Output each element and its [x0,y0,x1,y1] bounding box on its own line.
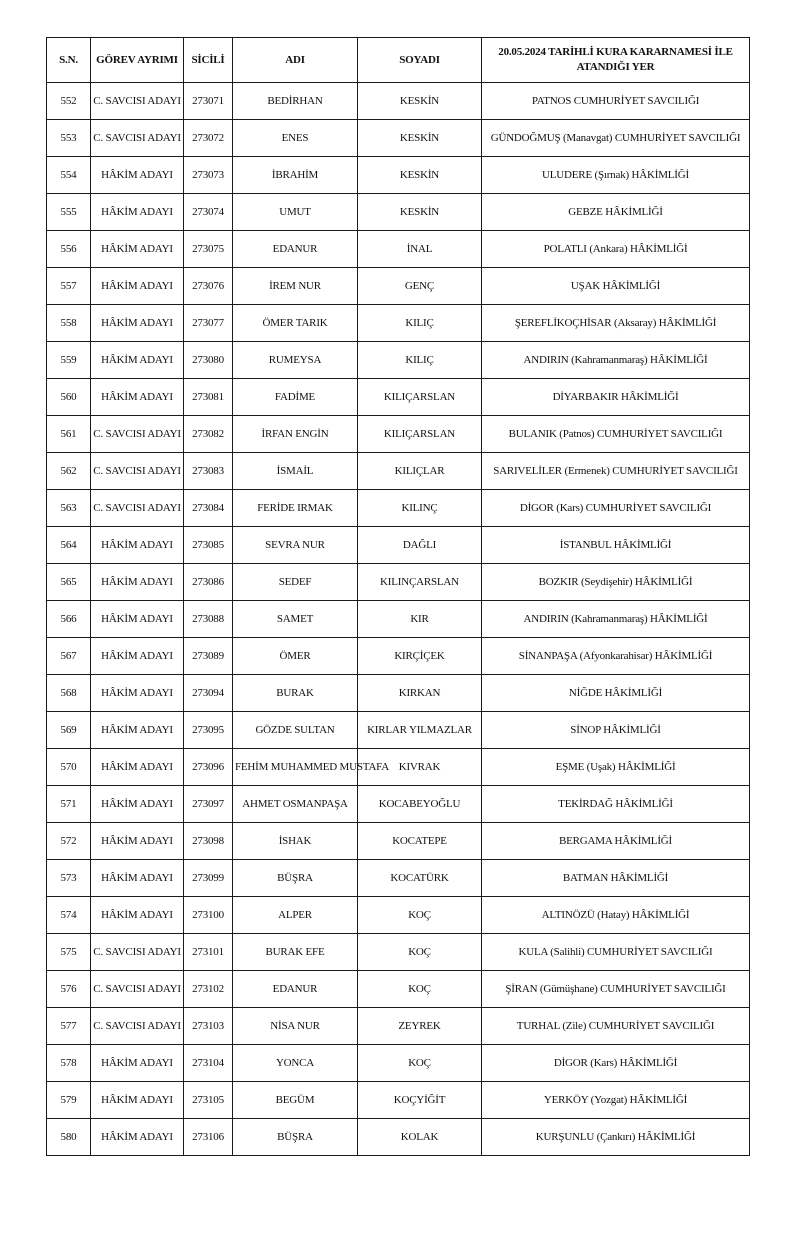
cell-sn: 572 [47,823,91,860]
cell-sn: 560 [47,379,91,416]
cell-gorev: C. SAVCISI ADAYI [91,971,184,1008]
cell-atandigi-yer: ALTINÖZÜ (Hatay) HÂKİMLİĞİ [482,897,750,934]
cell-adi: FEHİM MUHAMMED MUSTAFA [233,749,358,786]
cell-gorev: HÂKİM ADAYI [91,897,184,934]
cell-adi: İBRAHİM [233,157,358,194]
cell-soyadi: KOÇ [358,971,482,1008]
cell-soyadi: KILIÇARSLAN [358,416,482,453]
cell-gorev: C. SAVCISI ADAYI [91,120,184,157]
cell-atandigi-yer: ANDIRIN (Kahramanmaraş) HÂKİMLİĞİ [482,342,750,379]
cell-atandigi-yer: BULANIK (Patnos) CUMHURİYET SAVCILIĞI [482,416,750,453]
table-row [47,379,750,416]
table-row [47,564,750,601]
cell-sicil: 273094 [184,675,233,712]
cell-adi: BEGÜM [233,1082,358,1119]
table-row [47,527,750,564]
cell-adi: SEVRA NUR [233,527,358,564]
cell-atandigi-yer: PATNOS CUMHURİYET SAVCILIĞI [482,83,750,120]
cell-sicil: 273096 [184,749,233,786]
cell-sn: 562 [47,453,91,490]
cell-atandigi-yer: SİNANPAŞA (Afyonkarahisar) HÂKİMLİĞİ [482,638,750,675]
table-row [47,897,750,934]
cell-atandigi-yer: ŞEREFLİKOÇHİSAR (Aksaray) HÂKİMLİĞİ [482,305,750,342]
cell-sicil: 273084 [184,490,233,527]
cell-atandigi-yer: POLATLI (Ankara) HÂKİMLİĞİ [482,231,750,268]
table-row [47,1008,750,1045]
cell-sicil: 273099 [184,860,233,897]
cell-adi: BURAK EFE [233,934,358,971]
cell-sicil: 273071 [184,83,233,120]
cell-adi: GÖZDE SULTAN [233,712,358,749]
cell-sn: 561 [47,416,91,453]
header-row [47,38,750,83]
cell-gorev: HÂKİM ADAYI [91,601,184,638]
header-soyadi: SOYADI [358,38,482,83]
cell-gorev: HÂKİM ADAYI [91,786,184,823]
cell-sicil: 273083 [184,453,233,490]
cell-adi: ALPER [233,897,358,934]
cell-sn: 555 [47,194,91,231]
cell-atandigi-yer: TEKİRDAĞ HÂKİMLİĞİ [482,786,750,823]
cell-atandigi-yer: GÜNDOĞMUŞ (Manavgat) CUMHURİYET SAVCILIĞI [482,120,750,157]
cell-gorev: C. SAVCISI ADAYI [91,83,184,120]
cell-sicil: 273097 [184,786,233,823]
cell-adi: YONCA [233,1045,358,1082]
cell-sn: 567 [47,638,91,675]
table-row [47,601,750,638]
cell-adi: EDANUR [233,231,358,268]
cell-gorev: HÂKİM ADAYI [91,675,184,712]
cell-atandigi-yer: ULUDERE (Şırnak) HÂKİMLİĞİ [482,157,750,194]
cell-soyadi: KOÇYİĞİT [358,1082,482,1119]
table-row [47,83,750,120]
cell-atandigi-yer: SİNOP HÂKİMLİĞİ [482,712,750,749]
cell-sicil: 273082 [184,416,233,453]
cell-soyadi: KILINÇARSLAN [358,564,482,601]
cell-adi: NİSA NUR [233,1008,358,1045]
cell-soyadi: DAĞLI [358,527,482,564]
assignment-table [46,37,750,1156]
header-gorev: GÖREV AYRIMI [91,38,184,83]
cell-sn: 576 [47,971,91,1008]
cell-gorev: C. SAVCISI ADAYI [91,453,184,490]
cell-sicil: 273076 [184,268,233,305]
cell-sn: 556 [47,231,91,268]
cell-soyadi: KILIÇ [358,342,482,379]
cell-soyadi: KOCABEYOĞLU [358,786,482,823]
cell-soyadi: İNAL [358,231,482,268]
cell-gorev: HÂKİM ADAYI [91,231,184,268]
cell-soyadi: ZEYREK [358,1008,482,1045]
cell-atandigi-yer: DİGOR (Kars) HÂKİMLİĞİ [482,1045,750,1082]
cell-gorev: HÂKİM ADAYI [91,712,184,749]
cell-sicil: 273088 [184,601,233,638]
cell-gorev: C. SAVCISI ADAYI [91,1008,184,1045]
cell-gorev: HÂKİM ADAYI [91,194,184,231]
table-row [47,786,750,823]
cell-adi: UMUT [233,194,358,231]
cell-atandigi-yer: NİĞDE HÂKİMLİĞİ [482,675,750,712]
cell-adi: BURAK [233,675,358,712]
cell-adi: RUMEYSA [233,342,358,379]
table-row [47,453,750,490]
table-row [47,1082,750,1119]
cell-sicil: 273073 [184,157,233,194]
cell-sn: 552 [47,83,91,120]
cell-sn: 566 [47,601,91,638]
table-row [47,490,750,527]
cell-gorev: HÂKİM ADAYI [91,823,184,860]
table-row [47,638,750,675]
table-row [47,268,750,305]
cell-sn: 573 [47,860,91,897]
cell-soyadi: KIRLAR YILMAZLAR [358,712,482,749]
cell-sn: 553 [47,120,91,157]
cell-sicil: 273085 [184,527,233,564]
cell-soyadi: KESKİN [358,194,482,231]
cell-sn: 554 [47,157,91,194]
cell-sn: 574 [47,897,91,934]
table-row [47,231,750,268]
cell-adi: BÜŞRA [233,1119,358,1156]
cell-atandigi-yer: BOZKIR (Seydişehir) HÂKİMLİĞİ [482,564,750,601]
cell-soyadi: GENÇ [358,268,482,305]
cell-adi: ENES [233,120,358,157]
cell-soyadi: KOÇ [358,897,482,934]
cell-soyadi: KILIÇ [358,305,482,342]
cell-gorev: HÂKİM ADAYI [91,638,184,675]
cell-atandigi-yer: TURHAL (Zile) CUMHURİYET SAVCILIĞI [482,1008,750,1045]
cell-sicil: 273106 [184,1119,233,1156]
cell-gorev: HÂKİM ADAYI [91,1119,184,1156]
table-row [47,971,750,1008]
cell-gorev: HÂKİM ADAYI [91,268,184,305]
cell-atandigi-yer: SARIVELİLER (Ermenek) CUMHURİYET SAVCILIĞI [482,453,750,490]
cell-adi: ÖMER [233,638,358,675]
header-atandigi-yer: 20.05.2024 TARİHLİ KURA KARARNAMESİ İLE ATANDIĞI YER [482,38,750,83]
cell-sn: 569 [47,712,91,749]
cell-atandigi-yer: EŞME (Uşak) HÂKİMLİĞİ [482,749,750,786]
table-body [47,83,750,1156]
cell-soyadi: KOCATÜRK [358,860,482,897]
cell-sicil: 273104 [184,1045,233,1082]
cell-atandigi-yer: YERKÖY (Yozgat) HÂKİMLİĞİ [482,1082,750,1119]
table-row [47,1119,750,1156]
cell-gorev: HÂKİM ADAYI [91,564,184,601]
cell-sn: 570 [47,749,91,786]
cell-sicil: 273100 [184,897,233,934]
cell-adi: AHMET OSMANPAŞA [233,786,358,823]
cell-sn: 577 [47,1008,91,1045]
cell-sn: 559 [47,342,91,379]
cell-sn: 558 [47,305,91,342]
cell-atandigi-yer: GEBZE HÂKİMLİĞİ [482,194,750,231]
table-row [47,342,750,379]
header-adi: ADI [233,38,358,83]
table-row [47,416,750,453]
cell-soyadi: KOLAK [358,1119,482,1156]
table-row [47,305,750,342]
cell-atandigi-yer: İSTANBUL HÂKİMLİĞİ [482,527,750,564]
cell-sn: 568 [47,675,91,712]
cell-soyadi: KESKİN [358,120,482,157]
cell-adi: İSMAİL [233,453,358,490]
cell-gorev: HÂKİM ADAYI [91,305,184,342]
cell-sicil: 273086 [184,564,233,601]
cell-soyadi: KIVRAK [358,749,482,786]
table-row [47,120,750,157]
cell-gorev: HÂKİM ADAYI [91,860,184,897]
table-row [47,749,750,786]
cell-gorev: HÂKİM ADAYI [91,749,184,786]
cell-sn: 563 [47,490,91,527]
cell-gorev: HÂKİM ADAYI [91,157,184,194]
cell-soyadi: KIRKAN [358,675,482,712]
cell-sn: 579 [47,1082,91,1119]
cell-sicil: 273072 [184,120,233,157]
cell-sicil: 273075 [184,231,233,268]
cell-atandigi-yer: KURŞUNLU (Çankırı) HÂKİMLİĞİ [482,1119,750,1156]
cell-soyadi: KIRÇİÇEK [358,638,482,675]
cell-sicil: 273089 [184,638,233,675]
cell-gorev: HÂKİM ADAYI [91,1082,184,1119]
cell-soyadi: KILINÇ [358,490,482,527]
cell-adi: FERİDE IRMAK [233,490,358,527]
cell-sn: 564 [47,527,91,564]
cell-atandigi-yer: UŞAK HÂKİMLİĞİ [482,268,750,305]
table-row [47,194,750,231]
cell-sn: 571 [47,786,91,823]
cell-soyadi: KILIÇLAR [358,453,482,490]
cell-sn: 565 [47,564,91,601]
cell-soyadi: KIR [358,601,482,638]
table-row [47,823,750,860]
cell-adi: BEDİRHAN [233,83,358,120]
table-row [47,934,750,971]
cell-soyadi: KOÇ [358,934,482,971]
cell-sicil: 273105 [184,1082,233,1119]
cell-sn: 557 [47,268,91,305]
cell-atandigi-yer: DİYARBAKIR HÂKİMLİĞİ [482,379,750,416]
cell-soyadi: KILIÇARSLAN [358,379,482,416]
cell-adi: ÖMER TARIK [233,305,358,342]
cell-gorev: C. SAVCISI ADAYI [91,934,184,971]
cell-adi: SEDEF [233,564,358,601]
cell-soyadi: KOCATEPE [358,823,482,860]
cell-adi: SAMET [233,601,358,638]
header-sicil: SİCİLİ [184,38,233,83]
cell-soyadi: KOÇ [358,1045,482,1082]
cell-sicil: 273103 [184,1008,233,1045]
cell-atandigi-yer: BERGAMA HÂKİMLİĞİ [482,823,750,860]
cell-adi: BÜŞRA [233,860,358,897]
cell-sn: 578 [47,1045,91,1082]
cell-sicil: 273081 [184,379,233,416]
cell-adi: EDANUR [233,971,358,1008]
cell-atandigi-yer: DİGOR (Kars) CUMHURİYET SAVCILIĞI [482,490,750,527]
cell-atandigi-yer: ANDIRIN (Kahramanmaraş) HÂKİMLİĞİ [482,601,750,638]
cell-sicil: 273095 [184,712,233,749]
cell-soyadi: KESKİN [358,157,482,194]
cell-adi: FADİME [233,379,358,416]
cell-atandigi-yer: ŞİRAN (Gümüşhane) CUMHURİYET SAVCILIĞI [482,971,750,1008]
table-header [47,38,750,83]
cell-soyadi: KESKİN [358,83,482,120]
cell-gorev: HÂKİM ADAYI [91,342,184,379]
table-row [47,860,750,897]
table-row [47,157,750,194]
cell-gorev: HÂKİM ADAYI [91,379,184,416]
cell-atandigi-yer: KULA (Salihli) CUMHURİYET SAVCILIĞI [482,934,750,971]
cell-gorev: HÂKİM ADAYI [91,1045,184,1082]
cell-sn: 575 [47,934,91,971]
cell-adi: İRFAN ENGİN [233,416,358,453]
cell-gorev: HÂKİM ADAYI [91,527,184,564]
cell-adi: İSHAK [233,823,358,860]
header-sn: S.N. [47,38,91,83]
cell-gorev: C. SAVCISI ADAYI [91,416,184,453]
cell-sicil: 273080 [184,342,233,379]
table-row [47,712,750,749]
cell-sicil: 273102 [184,971,233,1008]
cell-sicil: 273098 [184,823,233,860]
cell-gorev: C. SAVCISI ADAYI [91,490,184,527]
cell-atandigi-yer: BATMAN HÂKİMLİĞİ [482,860,750,897]
cell-sn: 580 [47,1119,91,1156]
cell-sicil: 273077 [184,305,233,342]
cell-sicil: 273074 [184,194,233,231]
cell-sicil: 273101 [184,934,233,971]
table-row [47,675,750,712]
table-row [47,1045,750,1082]
cell-adi: İREM NUR [233,268,358,305]
